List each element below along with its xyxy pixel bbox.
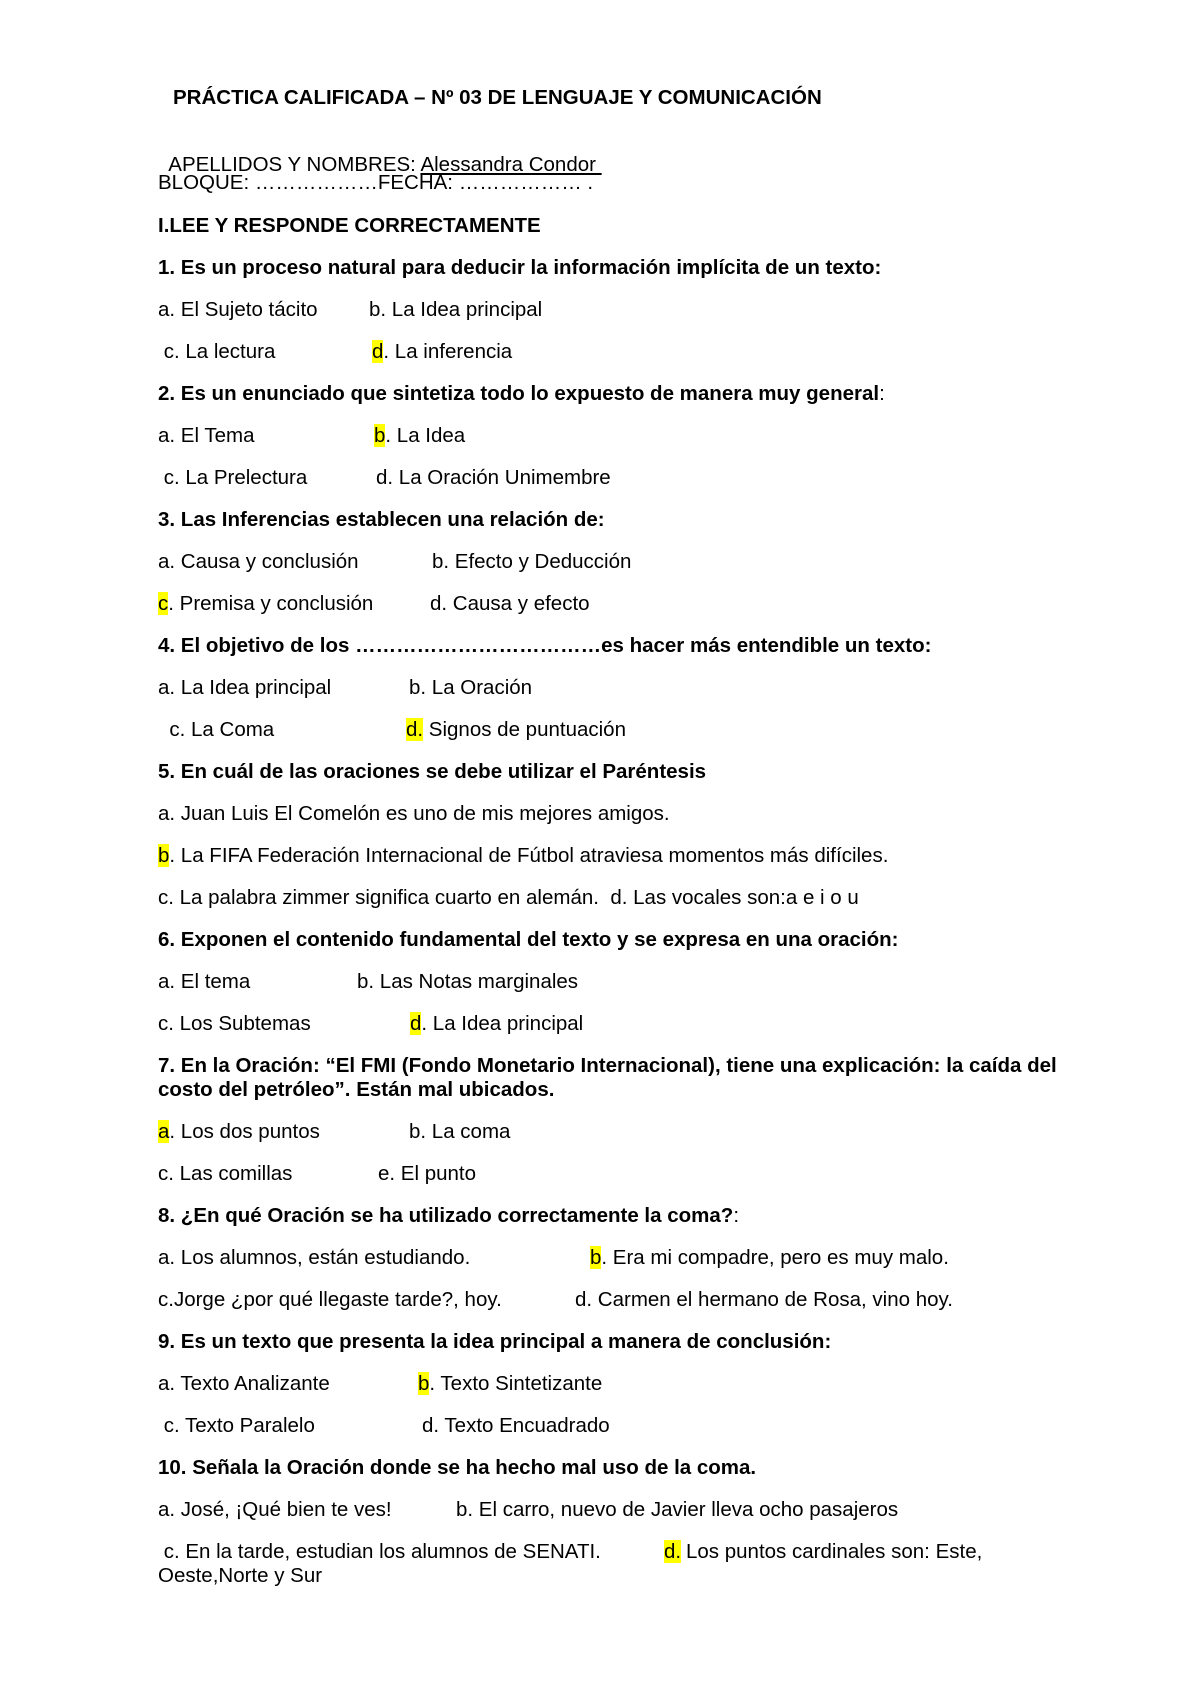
q8-option-b-text: . Era mi compadre, pero es muy malo. (601, 1246, 949, 1269)
q10-option-c: c. En la tarde, estudian los alumnos de SENATI. (158, 1540, 601, 1563)
q7-option-b: b. La coma (409, 1120, 511, 1143)
q2-option-b-text: . La Idea (385, 424, 466, 447)
question-9: 9. Es un texto que presenta la idea principal a manera de conclusión: (158, 1330, 832, 1353)
names-label: APELLIDOS Y NOMBRES: (168, 153, 421, 176)
q9-option-d: d. Texto Encuadrado (422, 1414, 610, 1437)
q3-option-b: b. Efecto y Deducción (432, 550, 632, 573)
q9-option-b (418, 1372, 602, 1396)
question-2-text: 2. Es un enunciado que sintetiza todo lo expuesto de manera muy general (158, 382, 880, 405)
question-8-tail: : (733, 1204, 740, 1227)
q8-option-d: d. Carmen el hermano de Rosa, vino hoy. (575, 1288, 953, 1311)
question-2 (158, 382, 885, 406)
question-10: 10. Señala la Oración donde se ha hecho mal uso de la coma. (158, 1456, 757, 1479)
q4-option-d-text: Signos de puntuación (423, 718, 626, 741)
question-2-tail: : (879, 382, 885, 405)
q4-option-b: b. La Oración (409, 676, 533, 699)
q8-option-a: a. Los alumnos, están estudiando. (158, 1246, 471, 1269)
answer-highlight: d (410, 1012, 422, 1035)
q3-option-c (158, 592, 373, 616)
q7-option-a-text: . Los dos puntos (169, 1120, 320, 1143)
answer-highlight: b (158, 844, 170, 867)
answer-highlight: d. (406, 718, 424, 741)
q4-option-c: c. La Coma (158, 718, 275, 741)
page-title: PRÁCTICA CALIFICADA – Nº 03 DE LENGUAJE Y COMUNICACIÓN (173, 86, 822, 109)
q5-option-a: a. Juan Luis El Comelón es uno de mis mejores amigos. (158, 802, 670, 825)
answer-highlight: c (158, 592, 169, 615)
q1-option-d (372, 340, 512, 364)
q4-option-a: a. La Idea principal (158, 676, 332, 699)
question-8 (158, 1204, 739, 1228)
q2-option-c: c. La Prelectura (158, 466, 308, 489)
question-7: 7. En la Oración: “El FMI (Fondo Monetario Internacional), tiene una explicación: la caída del costo del petróleo”. Están mal ubicados. (158, 1054, 1057, 1101)
question-4: 4. El objetivo de los ………………………………es hacer más entendible un texto: (158, 634, 932, 657)
q8-option-b (590, 1246, 949, 1270)
q6-option-d (410, 1012, 583, 1036)
q6-option-c: c. Los Subtemas (158, 1012, 311, 1035)
question-6: 6. Exponen el contenido fundamental del texto y se expresa en una oración: (158, 928, 899, 951)
q9-option-a: a. Texto Analizante (158, 1372, 330, 1395)
answer-highlight: a (158, 1120, 170, 1143)
question-8-text: 8. ¿En qué Oración se ha utilizado correctamente la coma? (158, 1204, 734, 1227)
q2-option-d: d. La Oración Unimembre (376, 466, 611, 489)
answer-highlight: d. (664, 1540, 682, 1563)
q10-option-a: a. José, ¡Qué bien te ves! (158, 1498, 392, 1521)
q5-option-b-text: . La FIFA Federación Internacional de Fútbol atraviesa momentos más difíciles. (169, 844, 889, 867)
answer-highlight: b (418, 1372, 430, 1395)
question-5: 5. En cuál de las oraciones se debe utilizar el Paréntesis (158, 760, 707, 783)
q1-option-d-text: . La inferencia (383, 340, 513, 363)
bloque-fecha-line: BLOQUE: ………………FECHA: ……………… . (158, 171, 594, 194)
q10-option-d-text: Los puntos cardinales son: Este, Oeste,Norte y Sur (158, 1540, 983, 1587)
question-3: 3. Las Inferencias establecen una relación de: (158, 508, 605, 531)
q1-option-a: a. El Sujeto tácito (158, 298, 318, 321)
q6-option-a: a. El tema (158, 970, 251, 993)
q9-option-c: c. Texto Paralelo (158, 1414, 315, 1437)
q7-option-c: c. Las comillas (158, 1162, 293, 1185)
q8-option-c: c.Jorge ¿por qué llegaste tarde?, hoy. (158, 1288, 502, 1311)
q7-option-e: e. El punto (378, 1162, 477, 1185)
q4-option-d (406, 718, 626, 742)
q3-option-c-text: . Premisa y conclusión (168, 592, 374, 615)
answer-highlight: d (372, 340, 384, 363)
q6-option-d-text: . La Idea principal (421, 1012, 584, 1035)
answer-highlight: b (590, 1246, 602, 1269)
answer-highlight: b (374, 424, 386, 447)
q1-option-b: b. La Idea principal (369, 298, 543, 321)
q9-option-b-text: . Texto Sintetizante (429, 1372, 603, 1395)
question-1: 1. Es un proceso natural para deducir la información implícita de un texto: (158, 256, 882, 279)
q5-options-cd: c. La palabra zimmer significa cuarto en alemán. d. Las vocales son:a e i o u (158, 886, 859, 909)
q5-option-b (158, 844, 888, 868)
q2-option-b (374, 424, 465, 448)
q10-option-b: b. El carro, nuevo de Javier lleva ocho pasajeros (456, 1498, 899, 1521)
names-line (158, 129, 602, 177)
q3-option-a: a. Causa y conclusión (158, 550, 359, 573)
section-heading: I.LEE Y RESPONDE CORRECTAMENTE (158, 214, 541, 237)
q6-option-b: b. Las Notas marginales (357, 970, 579, 993)
q7-option-a (158, 1120, 320, 1144)
q3-option-d: d. Causa y efecto (430, 592, 590, 615)
q1-option-c: c. La lectura (158, 340, 276, 363)
q2-option-a: a. El Tema (158, 424, 255, 447)
names-value: Alessandra Condor (420, 153, 602, 176)
